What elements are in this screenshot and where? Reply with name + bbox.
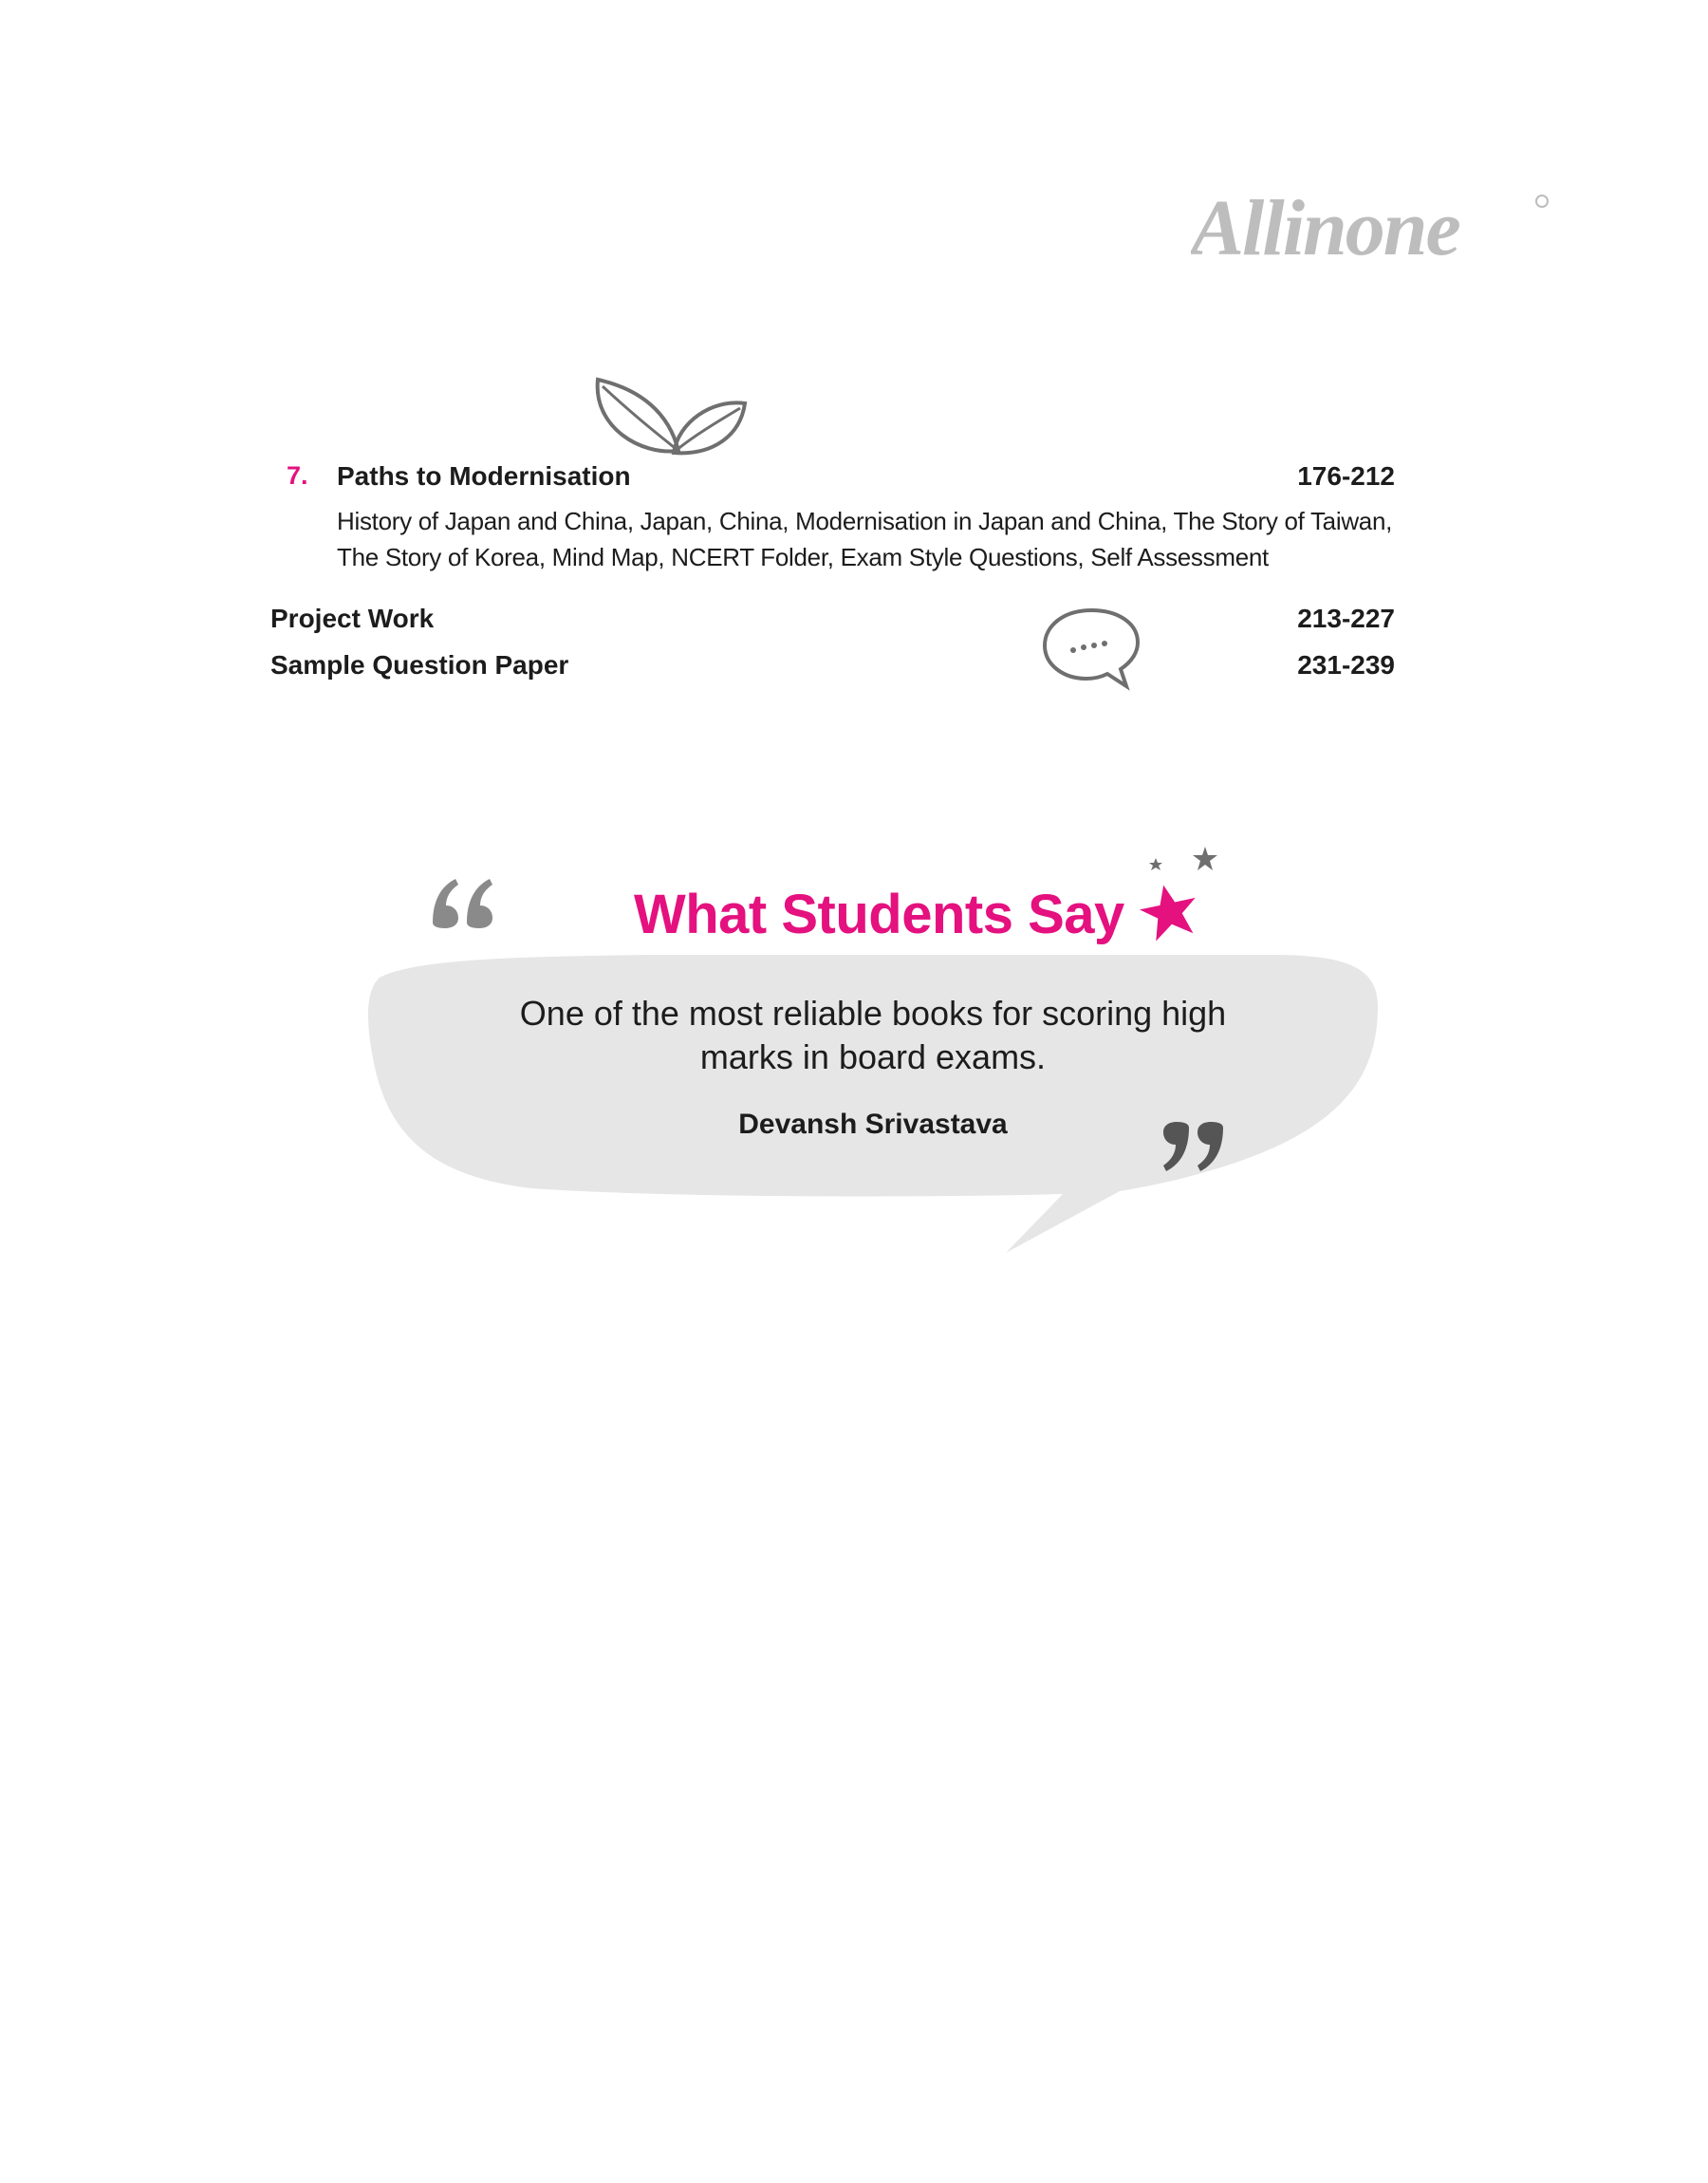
toc-item-project-work[interactable]: Project Work <box>270 604 435 633</box>
testimonial-quote <box>493 992 1253 1079</box>
open-quote-icon <box>429 873 497 930</box>
chapter-description-line2: The Story of Korea, Mind Map, NCERT Folder, Exam Style Questions, Self Assessment <box>337 543 1269 571</box>
toc-item-sample-paper[interactable]: Sample Question Paper <box>270 650 569 680</box>
star-icon <box>1129 845 1224 949</box>
toc-item-project-work-pages: 213-227 <box>1297 604 1395 633</box>
testimonial-quote-line2: marks in board exams. <box>699 1037 1047 1076</box>
brand-logo-text: Allinone <box>1191 184 1459 272</box>
toc-item-sample-paper-pages: 231-239 <box>1297 650 1395 680</box>
brand-logo <box>1191 180 1551 275</box>
speech-bubble-icon <box>1039 603 1143 693</box>
testimonial-author: Devansh Srivastava <box>738 1109 1008 1140</box>
chapter-description <box>337 503 1428 575</box>
testimonial-heading: What Students Say <box>634 884 1124 945</box>
chapter-description-line1: History of Japan and China, Japan, China, Modernisation in Japan and China, The Story of Taiwan, <box>337 507 1393 535</box>
chapter-pages: 176-212 <box>1297 461 1395 491</box>
testimonial-quote-line1: One of the most reliable books for scoring high <box>519 994 1227 1033</box>
leaf-icon <box>588 375 754 460</box>
chapter-number: 7. <box>287 461 308 490</box>
chapter-title[interactable]: Paths to Modernisation <box>337 461 631 491</box>
